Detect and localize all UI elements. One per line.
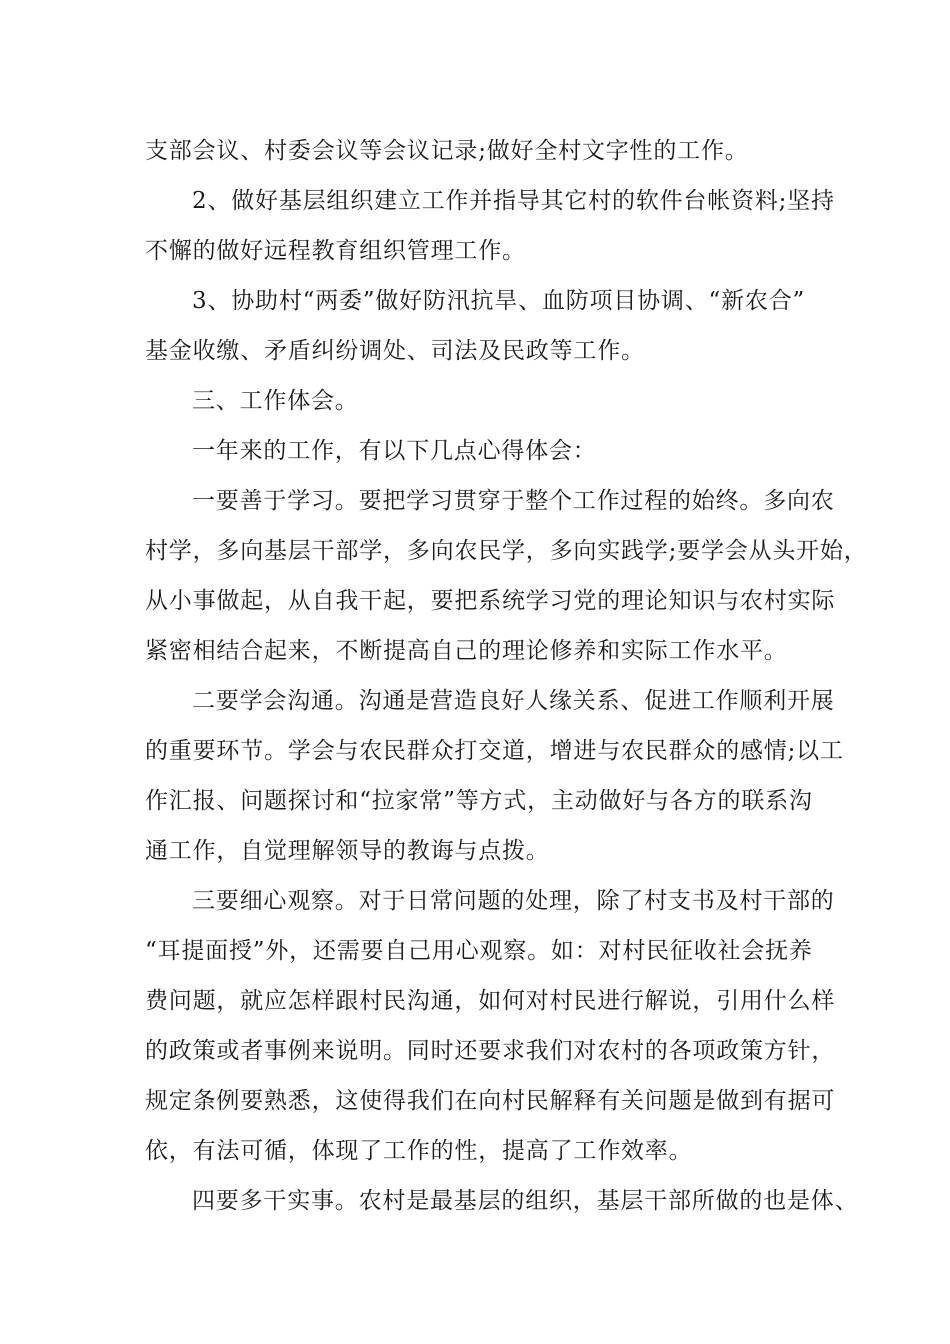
text-line: “耳提面授”外，还需要自己用心观察。如：对村民征收社会抚养: [145, 938, 813, 964]
text-line: 村学，多向基层干部学，多向农民学，多向实践学;要学会从头开始，: [145, 538, 868, 564]
text-line: 基金收缴、矛盾纠纷调处、司法及民政等工作。: [145, 338, 645, 364]
text-line: 2、做好基层组织建立工作并指导其它村的软件台帐资料;坚持: [192, 188, 835, 214]
section-heading: 三、工作体会。: [192, 388, 359, 414]
text-line: 依，有法可循，体现了工作的性，提高了工作效率。: [145, 1138, 693, 1164]
text-line: 的政策或者事例来说明。同时还要求我们对农村的各项政策方针，: [145, 1038, 836, 1064]
text-line: 紧密相结合起来，不断提高自己的理论修养和实际工作水平。: [145, 638, 788, 664]
text-line: 规定条例要熟悉，这使得我们在向村民解释有关问题是做到有据可: [145, 1088, 836, 1114]
text-line: 作汇报、问题探讨和“拉家常”等方式，主动做好与各方的联系沟: [145, 788, 813, 814]
text-line: 从小事做起，从自我干起，要把系统学习党的理论知识与农村实际: [145, 588, 836, 614]
text-line: 支部会议、村委会议等会议记录;做好全村文字性的工作。: [145, 138, 749, 164]
text-line: 的重要环节。学会与农民群众打交道，增进与农民群众的感情;以工: [145, 738, 844, 764]
text-line: 一年来的工作，有以下几点心得体会：: [192, 438, 597, 464]
text-line: 四要多干实事。农村是最基层的组织，基层干部所做的也是体、: [192, 1188, 859, 1214]
text-line: 通工作，自觉理解领导的教诲与点拨。: [145, 838, 550, 864]
text-line: 费问题，就应怎样跟村民沟通，如何对村民进行解说，引用什么样: [145, 988, 836, 1014]
text-line: 一要善于学习。要把学习贯穿于整个工作过程的始终。多向农: [192, 488, 835, 514]
text-line: 不懈的做好远程教育组织管理工作。: [145, 238, 526, 264]
text-line: 二要学会沟通。沟通是营造良好人缘关系、促进工作顺利开展: [192, 688, 835, 714]
text-line: 3、协助村“两委”做好防汛抗旱、血防项目协调、“新农合”: [192, 288, 806, 314]
text-line: 三要细心观察。对于日常问题的处理，除了村支书及村干部的: [192, 888, 835, 914]
